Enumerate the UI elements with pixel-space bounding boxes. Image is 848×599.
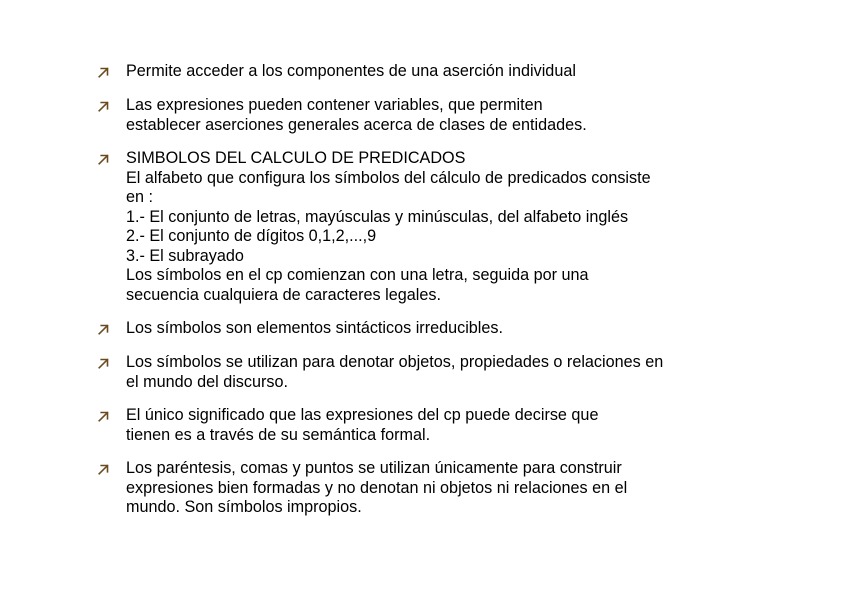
bullet-text — [126, 96, 738, 135]
bullet-item — [98, 62, 738, 82]
bullet-line: 2.- El conjunto de dígitos 0,1,2,...,9 — [126, 227, 377, 245]
bullet-line: Las expresiones pueden contener variables, que permiten — [126, 96, 543, 114]
bullet-line: en : — [126, 188, 154, 206]
bullet-text — [126, 406, 738, 445]
bullet-line: Los paréntesis, comas y puntos se utilizan únicamente para construir — [126, 459, 622, 477]
bullet-line: tienen es a través de su semántica formal. — [126, 425, 431, 444]
bullet-line: expresiones bien formadas y no denotan ni objetos ni relaciones en el — [126, 478, 628, 497]
bullet-line: mundo. Son símbolos impropios. — [126, 498, 362, 516]
bullet-line: Permite acceder a los componentes de una aserción individual — [126, 62, 576, 80]
bullet-line: SIMBOLOS DEL CALCULO DE PREDICADOS — [126, 149, 466, 167]
bullet-text — [126, 62, 738, 82]
bullet-line: Los símbolos se utilizan para denotar objetos, propiedades o relaciones en — [126, 353, 664, 371]
bullet-item — [98, 353, 738, 392]
bullet-text — [126, 353, 738, 392]
bullet-item — [98, 149, 738, 305]
arrow-up-right-icon — [98, 149, 126, 169]
bullet-line: secuencia cualquiera de caracteres legales. — [126, 285, 441, 304]
bullet-list — [98, 62, 738, 518]
bullet-item — [98, 406, 738, 445]
arrow-up-right-icon — [98, 459, 126, 479]
arrow-up-right-icon — [98, 62, 126, 82]
bullet-line: el mundo del discurso. — [126, 372, 288, 391]
bullet-text — [126, 459, 738, 518]
bullet-line: El único significado que las expresiones del cp puede decirse que — [126, 406, 599, 424]
arrow-up-right-icon — [98, 406, 126, 426]
bullet-item — [98, 459, 738, 518]
bullet-item — [98, 96, 738, 135]
arrow-up-right-icon — [98, 96, 126, 116]
bullet-line: establecer aserciones generales acerca de clases de entidades. — [126, 115, 587, 134]
bullet-text — [126, 149, 738, 305]
bullet-text — [126, 319, 738, 339]
bullet-line: 1.- El conjunto de letras, mayúsculas y minúsculas, del alfabeto inglés — [126, 207, 629, 226]
bullet-item — [98, 319, 738, 339]
bullet-line: 3.- El subrayado — [126, 246, 244, 265]
bullet-line: El alfabeto que configura los símbolos del cálculo de predicados consiste — [126, 168, 651, 187]
arrow-up-right-icon — [98, 353, 126, 373]
bullet-line: Los símbolos son elementos sintácticos irreducibles. — [126, 319, 503, 337]
arrow-up-right-icon — [98, 319, 126, 339]
bullet-line: Los símbolos en el cp comienzan con una letra, seguida por una — [126, 266, 589, 284]
